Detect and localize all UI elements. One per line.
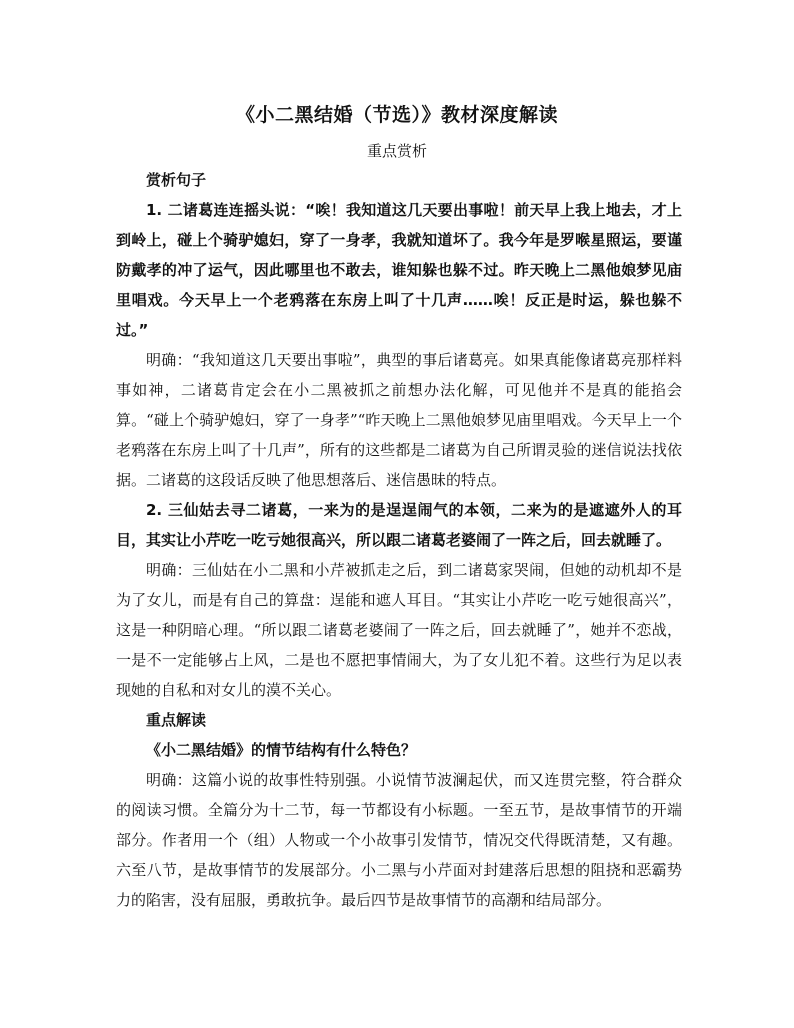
analysis-paragraph-1: 明确：“我知道这几天要出事啦”，典型的事后诸葛亮。如果真能像诸葛亮那样料事如神，二诸葛肯定会在小二黑被抓之前想办法化解，可见他并不是真的能掐会算。“碰上个骑驴媳妇，穿了一身孝”“昨天晚上二黑他娘梦见庙里唱戏。今天早上一个老鸦落在东房上叫了十几声”，所有的这些都是二诸葛为自己所谓灵验的迷信说法找依据。二诸葛的这段话反映了他思想落后、迷信愚昧的特点。 <box>116 351 682 489</box>
document-body <box>116 165 682 915</box>
section-heading-sentences: 赏析句子 <box>146 171 207 189</box>
question-heading: 《小二黑结婚》的情节结构有什么特色？ <box>146 741 417 759</box>
section-heading-key-reading: 重点解读 <box>146 711 207 729</box>
document-subtitle: 重点赏析 <box>366 142 427 160</box>
quoted-sentence-2: 2. 三仙姑去寻二诸葛，一来为的是逞逞闹气的本领，二来为的是遮遮外人的耳目，其实让小芹吃一吃亏她很高兴，所以跟二诸葛老婆闹了一阵之后，回去就睡了。 <box>116 501 682 549</box>
analysis-paragraph-2: 明确：三仙姑在小二黑和小芹被抓走之后，到二诸葛家哭闹，但她的动机却不是为了女儿，而是有自己的算盘：逞能和遮人耳目。“其实让小芹吃一吃亏她很高兴”，这是一种阴暗心理。“所以跟二诸葛老婆闹了一阵之后，回去就睡了”，她并不恋战，一是不一定能够占上风，二是也不愿把事情闹大，为了女儿犯不着。这些行为足以表现她的自私和对女儿的漠不关心。 <box>116 561 682 699</box>
document-title: 《小二黑结婚（节选）》教材深度解读 <box>235 104 558 126</box>
quoted-sentence-1: 1. 二诸葛连连摇头说：“唉！我知道这几天要出事啦！前天早上我上地去，才上到岭上，碰上个骑驴媳妇，穿了一身孝，我就知道坏了。我今年是罗喉星照运，要谨防戴孝的冲了运气，因此哪里也不敢去，谁知躲也躲不过。昨天晚上二黑他娘梦见庙里唱戏。今天早上一个老鸦落在东房上叫了十几声……唉！反正是时运，躲也躲不过。” <box>116 201 682 339</box>
answer-paragraph: 明确：这篇小说的故事性特别强。小说情节波澜起伏，而又连贯完整，符合群众的阅读习惯。全篇分为十二节，每一节都设有小标题。一至五节，是故事情节的开端部分。作者用一个（组）人物或一个小故事引发情节，情况交代得既清楚，又有趣。六至八节，是故事情节的发展部分。小二黑与小芹面对封建落后思想的阻挠和恶霸势力的陷害，没有屈服，勇敢抗争。最后四节是故事情节的高潮和结局部分。 <box>116 771 682 909</box>
